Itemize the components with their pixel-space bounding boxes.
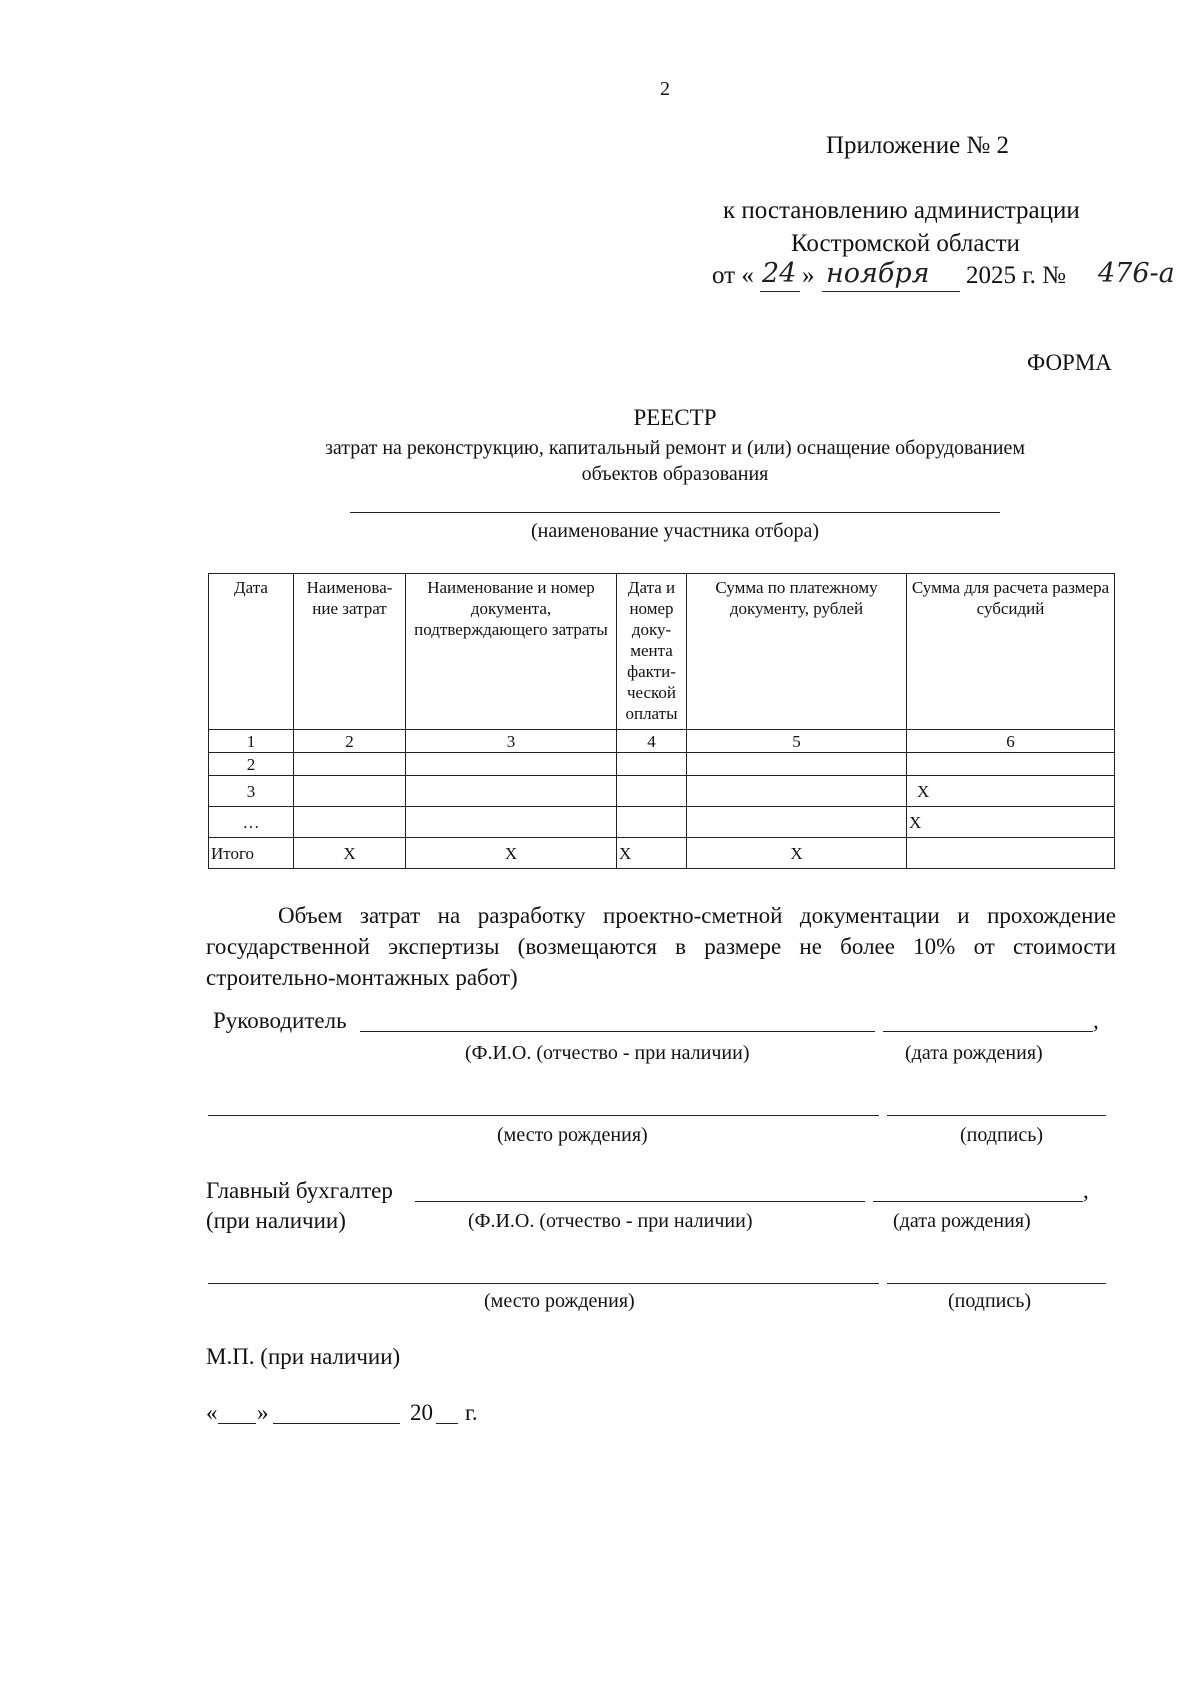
table-cell — [617, 776, 687, 807]
accountant-sub-label: (при наличии) — [206, 1208, 346, 1233]
appendix-year-number: 2025 г. № — [966, 262, 1067, 289]
table-row — [209, 753, 1115, 776]
seal-label: М.П. (при наличии) — [206, 1344, 401, 1369]
costs-paragraph-text: Объем затрат на разработку проектно-сметной документации и прохождение государственной экспертизы (возмещаются в размере не более 10% от стоимости строительно-монтажных работ) — [206, 903, 1116, 990]
head-signature-caption: (подпись) — [960, 1124, 1044, 1146]
handwritten-day: 24 — [762, 258, 797, 289]
table-cell: X — [294, 838, 406, 869]
table-cell: 6 — [907, 730, 1115, 753]
table-cell — [406, 807, 617, 838]
date-century: 20 — [410, 1400, 433, 1425]
head-signature-line — [887, 1115, 1106, 1116]
appendix-day-close: » — [802, 262, 815, 289]
page-number: 2 — [660, 78, 670, 100]
table-cell: 5 — [687, 730, 907, 753]
table-cell: 2 — [209, 753, 294, 776]
table-cell — [687, 807, 907, 838]
participant-name-caption: (наименование участника отбора) — [531, 520, 819, 542]
table-cell — [294, 753, 406, 776]
header-payment-sum: Сумма по платежному документу, рублей — [687, 574, 907, 730]
table-row-total — [209, 838, 1115, 869]
accountant-fio-caption: (Ф.И.О. (отчество - при наличии) — [468, 1210, 753, 1232]
accountant-fio-line — [415, 1201, 865, 1202]
table-cell — [907, 753, 1115, 776]
table-row — [209, 776, 1115, 807]
head-birthplace-caption: (место рождения) — [497, 1124, 648, 1146]
date-suffix: г. — [465, 1400, 478, 1425]
table-cell: 4 — [617, 730, 687, 753]
register-subtitle-2: объектов образования — [581, 463, 769, 485]
head-birthdate-line — [883, 1031, 1093, 1032]
table-row — [209, 807, 1115, 838]
handwritten-number: 476-а — [1098, 258, 1175, 289]
appendix-line2: Костромской области — [791, 230, 1020, 257]
table-cell — [294, 776, 406, 807]
appendix-title: Приложение № 2 — [826, 132, 1010, 159]
costs-paragraph — [206, 900, 1116, 993]
head-label: Руководитель — [213, 1008, 347, 1033]
head-fio-line — [360, 1031, 875, 1032]
forma-label: ФОРМА — [1027, 350, 1112, 375]
table-cell: 3 — [406, 730, 617, 753]
accountant-signature-line — [887, 1283, 1106, 1284]
table-cell: 3 — [209, 776, 294, 807]
register-subtitle-1: затрат на реконструкцию, капитальный ремонт и (или) оснащение оборудованием — [324, 437, 1025, 459]
table-cell: X — [406, 838, 617, 869]
accountant-birthdate-caption: (дата рождения) — [893, 1210, 1031, 1232]
table-cell: X — [617, 838, 687, 869]
register-table — [208, 573, 1115, 869]
table-cell — [406, 776, 617, 807]
register-title: РЕЕСТР — [633, 405, 717, 430]
header-subsidy-sum: Сумма для расчета размера субсидий — [907, 574, 1115, 730]
appendix-line1: к постановлению администрации — [723, 197, 1080, 224]
head-birthdate-caption: (дата рождения) — [905, 1042, 1043, 1064]
accountant-birthplace-caption: (место рождения) — [484, 1290, 635, 1312]
date-close-quote: » — [257, 1400, 269, 1425]
table-cell — [406, 753, 617, 776]
participant-name-line — [350, 512, 1000, 513]
date-day-line — [218, 1423, 256, 1424]
date-month-line — [273, 1423, 400, 1424]
accountant-signature-caption: (подпись) — [948, 1290, 1032, 1312]
table-header-row — [209, 574, 1115, 730]
header-payment-doc: Дата и номер доку-мента факти-ческой оплаты — [617, 574, 687, 730]
table-cell: X — [907, 807, 1115, 838]
accountant-birthplace-line — [208, 1283, 879, 1284]
table-cell — [294, 807, 406, 838]
table-cell: X — [687, 838, 907, 869]
table-cell: X — [907, 776, 1115, 807]
table-cell — [907, 838, 1115, 869]
table-cell — [687, 776, 907, 807]
accountant-label: Главный бухгалтер — [206, 1178, 393, 1203]
header-document: Наименование и номер документа, подтверждающего затраты — [406, 574, 617, 730]
appendix-date-prefix: от « — [712, 262, 754, 289]
date-year-line — [436, 1423, 458, 1424]
day-underline — [760, 291, 800, 292]
header-cost-name: Наименова-ние затрат — [294, 574, 406, 730]
table-cell: 2 — [294, 730, 406, 753]
table-cell: 1 — [209, 730, 294, 753]
head-fio-caption: (Ф.И.О. (отчество - при наличии) — [465, 1042, 750, 1064]
month-underline — [822, 291, 960, 292]
handwritten-month: ноября — [826, 258, 930, 289]
head-birthplace-line — [208, 1115, 879, 1116]
table-cell — [617, 753, 687, 776]
accountant-comma: , — [1083, 1178, 1089, 1203]
accountant-birthdate-line — [873, 1201, 1083, 1202]
table-cell — [687, 753, 907, 776]
date-open-quote: « — [206, 1400, 218, 1425]
table-cell — [617, 807, 687, 838]
table-row — [209, 730, 1115, 753]
head-comma: , — [1093, 1008, 1099, 1033]
header-date: Дата — [209, 574, 294, 730]
table-cell: Итого — [209, 838, 294, 869]
table-cell: … — [209, 807, 294, 838]
